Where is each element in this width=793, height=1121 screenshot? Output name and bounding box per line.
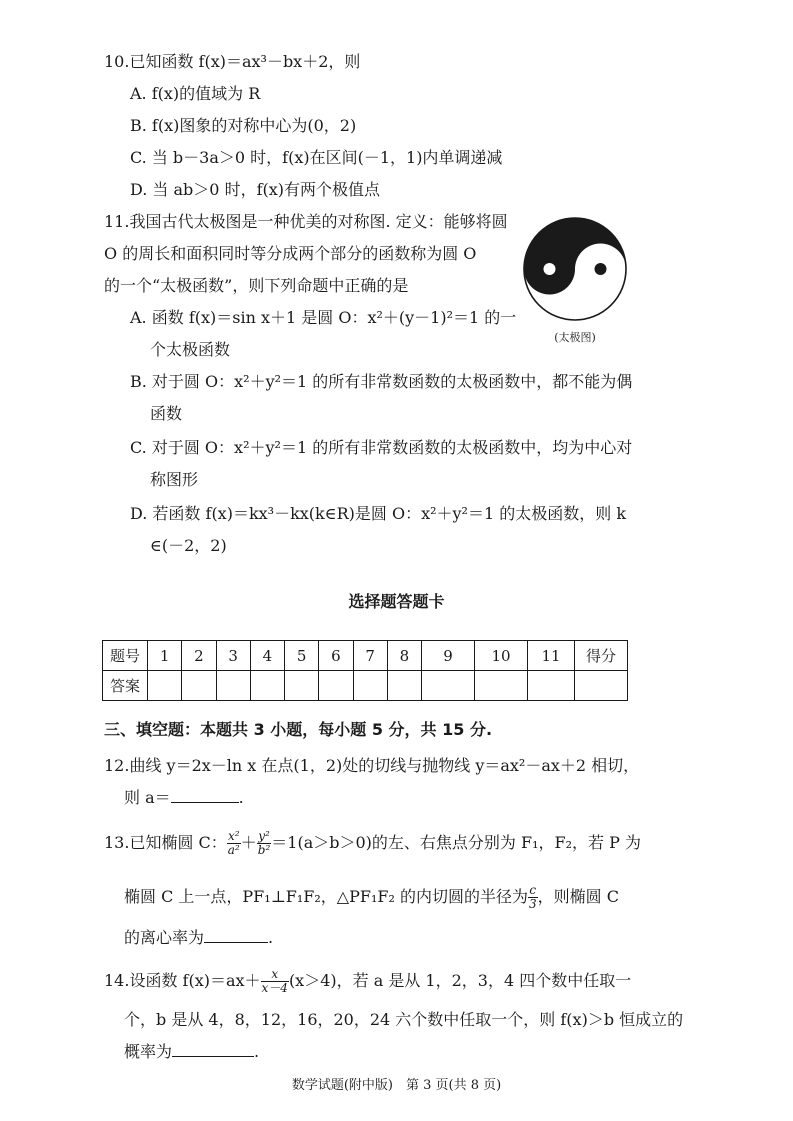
q10-option-d: D. 当 ab＞0 时，f(x)有两个极值点 (130, 180, 380, 199)
page-footer: 数学试题(附中版) 第 3 页(共 8 页) (291, 1078, 502, 1093)
answer-card-title: 选择题答题卡 (348, 592, 445, 611)
q11-option-d-line-2: ∈(－2，2) (150, 536, 227, 555)
q13-line-3 (104, 928, 273, 948)
answer-cell[interactable] (250, 671, 284, 701)
answer-cell[interactable] (216, 671, 250, 701)
question-number-cell: 6 (319, 641, 353, 671)
q11-option-a-line-2: 个太极函数 (150, 340, 231, 359)
question-number-cell: 2 (182, 641, 216, 671)
answer-cell[interactable] (353, 671, 387, 701)
q13-line-3-suffix: . (268, 928, 274, 947)
question-number-cell: 1 (148, 641, 182, 671)
answer-cell[interactable] (387, 671, 421, 701)
question-number-cell: 10 (475, 641, 528, 671)
answer-cell[interactable] (422, 671, 475, 701)
taiji-figure (522, 216, 628, 345)
q12-answer-blank[interactable] (171, 788, 239, 803)
fraction-c-3: $\frac{c}{3}$ (528, 883, 537, 911)
q13-answer-blank[interactable] (204, 928, 268, 943)
q12-prefix: 则 a＝ (124, 788, 171, 807)
plus-sign: ＋ (240, 833, 257, 852)
q11-option-c-line-2: 称图形 (150, 470, 199, 489)
q12-suffix: . (238, 788, 244, 807)
answer-card-answer-row (103, 671, 628, 701)
answer-cell[interactable] (528, 671, 575, 701)
q10-stem: 10.已知函数 f(x)＝ax³－bx＋2，则 (104, 52, 361, 71)
question-number-cell: 9 (422, 641, 475, 671)
q12-line-2 (104, 788, 244, 808)
q11-stem-line-1: 11.我国古代太极图是一种优美的对称图. 定义：能够将圆 (104, 212, 508, 231)
section-3-heading: 三、填空题：本题共 3 小题，每小题 5 分，共 15 分. (104, 720, 493, 739)
answer-cell[interactable] (285, 671, 319, 701)
q14-answer-blank[interactable] (172, 1042, 254, 1057)
fraction-x-over-x-minus-4: $\frac{x}{x-4}$ (261, 967, 288, 995)
question-number-cell: 11 (528, 641, 575, 671)
answer-label: 答案 (103, 671, 148, 701)
taiji-caption: (太极图) (554, 331, 596, 344)
q14-line-1-suffix: (x＞4)，若 a 是从 1，2，3，4 四个数中任取一 (288, 971, 632, 990)
question-number-cell: 7 (353, 641, 387, 671)
q11-option-a-line-1: A. 函数 f(x)＝sin x＋1 是圆 O：x²＋(y－1)²＝1 的一 (130, 308, 517, 327)
q14-line-3 (104, 1042, 259, 1062)
answer-card-header-row (103, 641, 628, 671)
q14-line-3-suffix: . (254, 1042, 260, 1061)
q10-option-a: A. f(x)的值域为 R (130, 84, 261, 103)
q11-option-d-line-1: D. 若函数 f(x)＝kx³－kx(k∈R)是圆 O：x²＋y²＝1 的太极函数，则 k (130, 504, 627, 523)
answer-cell[interactable] (475, 671, 528, 701)
question-number-cell: 5 (285, 641, 319, 671)
question-number-label: 题号 (103, 641, 148, 671)
answer-card-table (102, 640, 628, 701)
question-number-cell: 8 (387, 641, 421, 671)
fraction-y2-b2: $\frac{\text{y²}}{\text{b²}}$ (257, 829, 271, 857)
q13-line-1 (104, 830, 641, 857)
q11-option-b-line-1: B. 对于圆 O：x²＋y²＝1 的所有非常数函数的太极函数中，都不能为偶 (130, 372, 633, 391)
q13-line-2 (104, 884, 619, 911)
q13-line-1-suffix: ＝1(a＞b＞0)的左、右焦点分别为 F₁，F₂，若 P 为 (271, 833, 641, 852)
q13-line-2-text: 椭圆 C 上一点，PF₁⊥F₁F₂，△PF₁F₂ 的内切圆的半径为 (124, 887, 528, 906)
q14-line-2-text: 个，b 是从 4，8，12，16，20，24 六个数中任取一个，则 f(x)＞b 恒成立的 (124, 1010, 684, 1029)
q10-option-c: C. 当 b－3a＞0 时，f(x)在区间(－1，1)内单调递减 (130, 148, 503, 167)
answer-cell[interactable] (319, 671, 353, 701)
q10-option-b: B. f(x)图象的对称中心为(0，2) (130, 116, 357, 135)
yin-yang-icon (522, 216, 628, 322)
answer-cell[interactable] (148, 671, 182, 701)
q13-prefix: 13.已知椭圆 C： (104, 833, 227, 852)
fraction-x2-a2: $\frac{\text{x²}}{\text{a²}}$ (227, 829, 240, 857)
score-cell[interactable] (575, 671, 628, 701)
q11-option-c-line-1: C. 对于圆 O：x²＋y²＝1 的所有非常数函数的太极函数中，均为中心对 (130, 438, 633, 457)
score-label: 得分 (575, 641, 628, 671)
q11-stem-line-2: O 的周长和面积同时等分成两个部分的函数称为圆 O (104, 244, 477, 263)
question-number-cell: 4 (250, 641, 284, 671)
q13-line-3-text: 的离心率为 (124, 928, 205, 947)
q14-prefix: 14.设函数 f(x)＝ax＋ (104, 971, 261, 990)
q12-line-1: 12.曲线 y＝2x－ln x 在点(1，2)处的切线与抛物线 y＝ax²－ax＋2 相切， (104, 756, 640, 775)
q11-option-b-line-2: 函数 (150, 404, 183, 423)
question-number-cell: 3 (216, 641, 250, 671)
q13-line-2-suffix: ，则椭圆 C (537, 887, 619, 906)
q14-line-1 (104, 968, 631, 995)
answer-cell[interactable] (182, 671, 216, 701)
q11-stem-line-3: 的一个“太极函数”，则下列命题中正确的是 (104, 276, 409, 295)
q14-line-2 (104, 1010, 683, 1030)
q14-line-3-text: 概率为 (124, 1042, 173, 1061)
